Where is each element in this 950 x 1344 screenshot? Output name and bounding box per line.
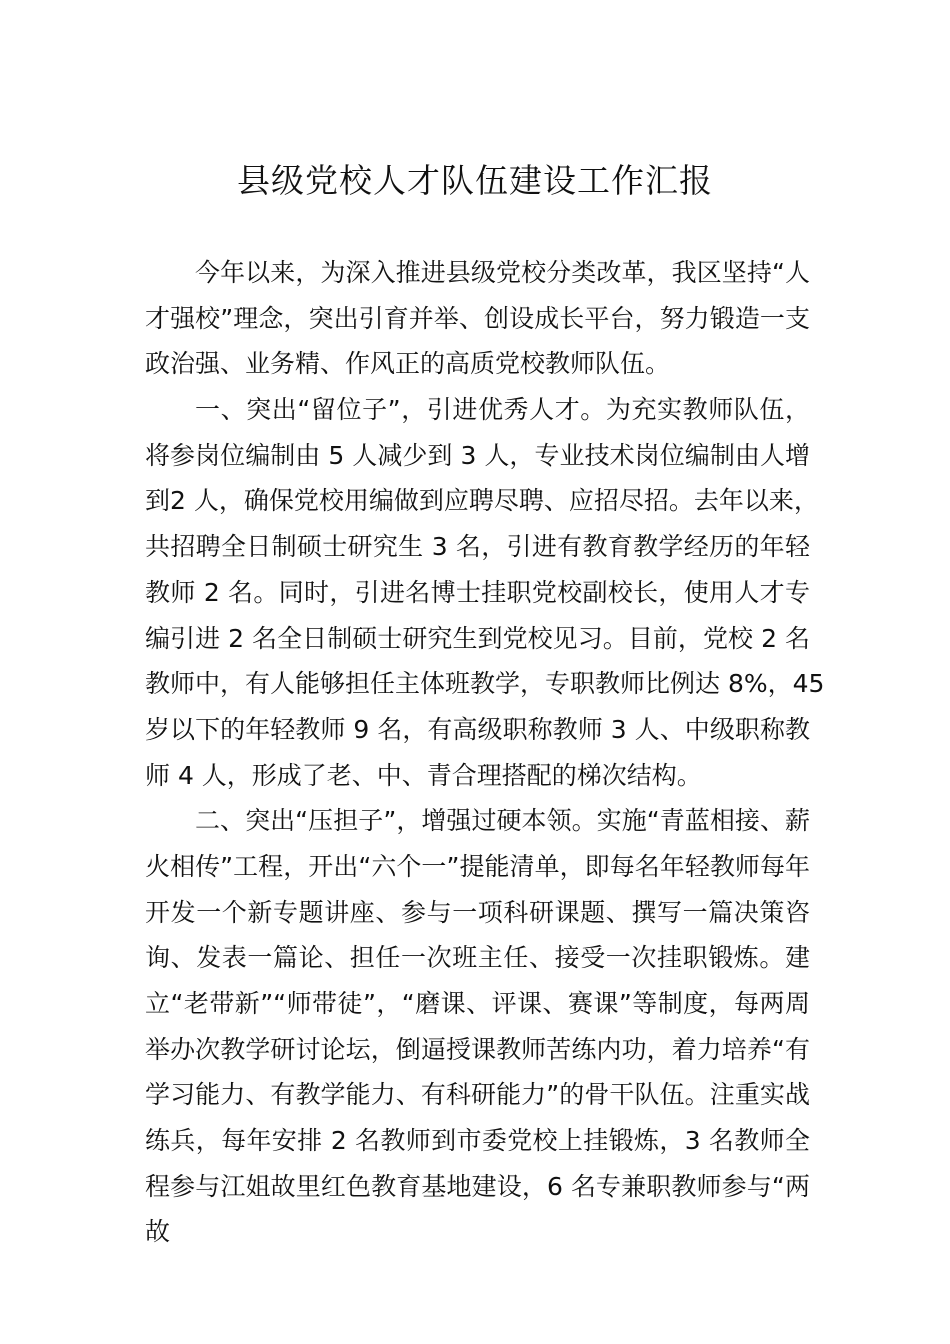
paragraph-first-line: 今年以来，为深入推进县级党校分类改革，我区坚持“人 (195, 258, 810, 287)
paragraph-line: 才强校”理念，突出引育并举、创设成长平台，努力锻造一支 (145, 303, 810, 333)
document-body (145, 250, 825, 1255)
paragraph-line: 火相传”工程，开出“六个一”提能清单，即每名年轻教师每年 (145, 851, 810, 881)
paragraph-line: 政治强、业务精、作风正的高质党校教师队伍。 (145, 349, 671, 379)
paragraph-line: 程参与江姐故里红色教育基地建设，6 名专兼职教师参与“两 (145, 1171, 810, 1201)
paragraph-first-line: 一、突出“留位子”，引进优秀人才。为充实教师队伍， (195, 395, 810, 425)
paragraph-line: 故 (145, 1217, 171, 1247)
paragraph-line: 教师 2 名。同时，引进名博士挂职党校副校长，使用人才专 (145, 577, 810, 607)
paragraph-line: 练兵，每年安排 2 名教师到市委党校上挂锻炼，3 名教师全 (145, 1126, 810, 1156)
paragraph-line: 编引进 2 名全日制硕士研究生到党校见习。目前，党校 2 名 (145, 623, 810, 653)
paragraph-line: 举办次教学研讨论坛，倒逼授课教师苦练内功，着力培养“有 (145, 1034, 810, 1064)
paragraph-first-line: 二、突出“压担子”，增强过硬本领。实施“青蓝相接、薪 (195, 806, 810, 836)
document-title: 县级党校人才队伍建设工作汇报 (237, 161, 713, 200)
paragraph-line: 开发一个新专题讲座、参与一项科研课题、撰写一篇决策咨 (145, 897, 810, 927)
paragraph-line: 询、发表一篇论、担任一次班主任、接受一次挂职锻炼。建 (145, 943, 810, 973)
paragraph-line: 师 4 人，形成了老、中、青合理搭配的梯次结构。 (145, 760, 702, 790)
paragraph-line: 将参岗位编制由 5 人减少到 3 人，专业技术岗位编制由人增 (145, 440, 810, 470)
paragraph-line: 学习能力、有教学能力、有科研能力”的骨干队伍。注重实战 (145, 1080, 810, 1110)
paragraph-line: 岁以下的年轻教师 9 名，有高级职称教师 3 人、中级职称教 (145, 714, 810, 744)
paragraph-line: 立“老带新”“师带徒”，“磨课、评课、赛课”等制度，每两周 (145, 989, 810, 1018)
paragraph-line: 到2 人，确保党校用编做到应聘尽聘、应招尽招。去年以来， (145, 486, 819, 516)
paragraph-line: 教师中，有人能够担任主体班教学，专职教师比例达 8%，45 (145, 669, 825, 699)
paragraph-line: 共招聘全日制硕士研究生 3 名，引进有教育教学经历的年轻 (145, 532, 810, 562)
